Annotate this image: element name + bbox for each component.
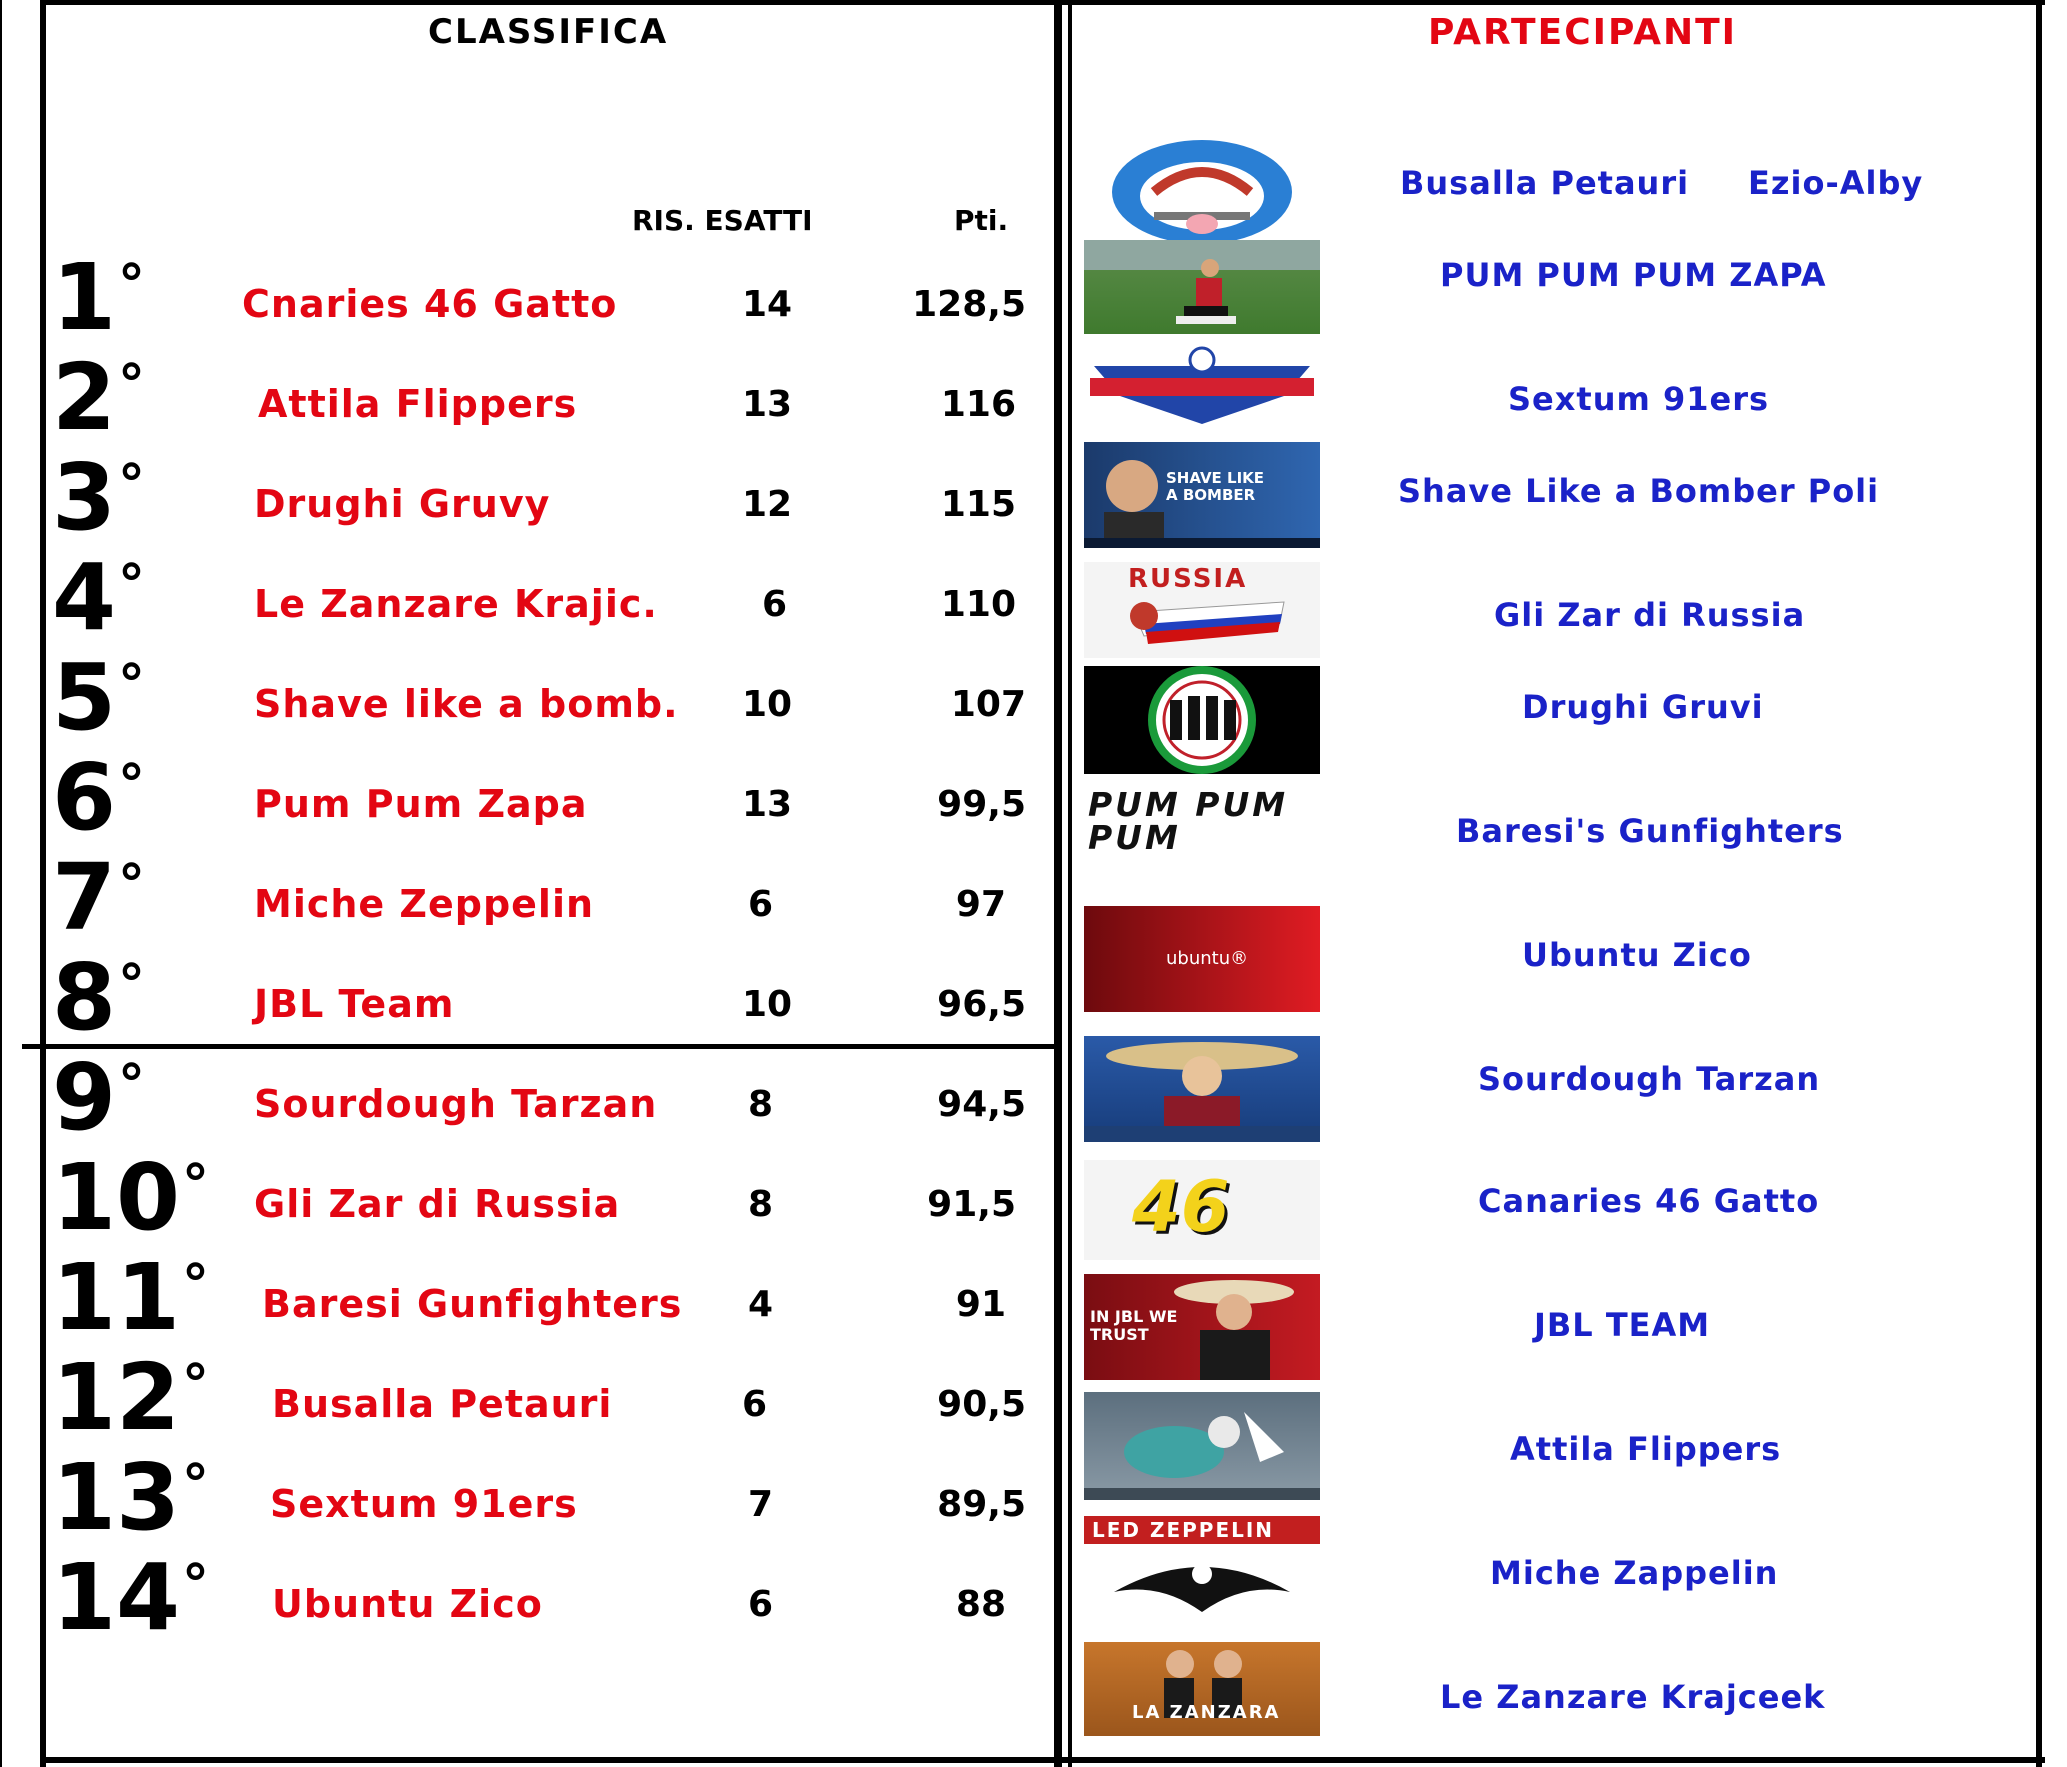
team-name: Busalla Petauri — [272, 1382, 613, 1426]
points-value: 107 — [950, 684, 1026, 725]
participant-name: Miche Zappelin — [1490, 1554, 1779, 1592]
exact-results-value: 6 — [742, 1384, 768, 1425]
participant-name: Canaries 46 Gatto — [1478, 1182, 1820, 1220]
points-value: 128,5 — [912, 284, 1026, 325]
participant-name: Shave Like a Bomber Poli — [1398, 472, 1880, 510]
cowboy-mascot-photo — [1084, 1036, 1320, 1142]
exact-results-value: 13 — [742, 384, 793, 425]
jbl-logo-text: IN JBL WE TRUST — [1090, 1307, 1178, 1344]
exact-results-value: 6 — [748, 884, 774, 925]
team-name: Cnaries 46 Gatto — [242, 282, 618, 326]
shave-like-a-bomber-logo-text: SHAVE LIKE A BOMBER — [1166, 469, 1265, 504]
team-name: Miche Zeppelin — [254, 882, 595, 926]
points-value: 99,5 — [937, 784, 1026, 825]
bottom-border — [40, 1757, 2045, 1763]
points-value: 116 — [940, 384, 1016, 425]
rank-position: 3° — [52, 444, 146, 551]
exact-results-value: 7 — [748, 1484, 774, 1525]
points-header: Pti. — [954, 204, 1009, 237]
exact-results-value: 13 — [742, 784, 793, 825]
participant-name: Ubuntu Zico — [1522, 936, 1752, 974]
participant-name: Busalla Petauri — [1400, 164, 1690, 202]
standings-row — [0, 244, 1060, 352]
ubuntu-logo — [1084, 906, 1320, 1012]
right-outer-border — [2036, 0, 2042, 1767]
dolphin-mascot-photo — [1084, 1392, 1320, 1500]
number-46-motorbike-logo — [1084, 1160, 1320, 1260]
drughi-circle-logo — [1084, 666, 1320, 774]
exact-results-value: 4 — [748, 1284, 774, 1325]
ubuntu-logo-text: ubuntu® — [1166, 948, 1249, 969]
points-value: 88 — [955, 1584, 1006, 1625]
points-value: 89,5 — [937, 1484, 1026, 1525]
exact-results-value: 10 — [742, 984, 793, 1025]
standings-row — [0, 844, 1060, 952]
participant-name: Drughi Gruvi — [1522, 688, 1764, 726]
led-zeppelin-logo — [1084, 1512, 1320, 1622]
participant-name: Gli Zar di Russia — [1494, 596, 1806, 634]
team-name: Shave like a bomb. — [254, 682, 679, 726]
points-value: 96,5 — [937, 984, 1026, 1025]
participant-name: JBL TEAM — [1534, 1306, 1711, 1344]
points-value: 90,5 — [937, 1384, 1026, 1425]
exact-results-value: 8 — [748, 1084, 774, 1125]
rank-position: 7° — [52, 844, 146, 951]
standings-row — [0, 744, 1060, 852]
standings-row — [0, 544, 1060, 652]
standings-row — [0, 1344, 1060, 1452]
team-name: Gli Zar di Russia — [254, 1182, 621, 1226]
points-value: 110 — [940, 584, 1016, 625]
number-46-logo-text: 46 — [1132, 1166, 1230, 1248]
standings-row — [0, 1144, 1060, 1252]
partecipanti-title: PARTECIPANTI — [1428, 12, 1738, 53]
participant-name: Le Zanzare Krajceek — [1440, 1678, 1826, 1716]
rank-position: 2° — [52, 344, 146, 451]
exact-results-value: 14 — [742, 284, 793, 325]
points-value: 115 — [940, 484, 1016, 525]
team-name: Sourdough Tarzan — [254, 1082, 658, 1126]
football-helmet-icon — [1084, 132, 1320, 240]
soccer-player-photo — [1084, 240, 1320, 334]
rank-position: 10° — [52, 1144, 210, 1251]
team-name: Attila Flippers — [258, 382, 578, 426]
shave-like-a-bomber-ad — [1084, 442, 1320, 548]
standings-row — [0, 1244, 1060, 1352]
rank-position: 1° — [52, 244, 146, 351]
rank-position: 11° — [52, 1244, 210, 1351]
participant-name: Baresi's Gunfighters — [1456, 812, 1844, 850]
points-value: 94,5 — [937, 1084, 1026, 1125]
team-name: Le Zanzare Krajic. — [254, 582, 658, 626]
russia-logo-text: RUSSIA — [1128, 564, 1248, 594]
in-jbl-we-trust-photo — [1084, 1274, 1320, 1380]
team-name: Ubuntu Zico — [272, 1582, 543, 1626]
exact-results-value: 12 — [742, 484, 793, 525]
points-value: 91,5 — [927, 1184, 1016, 1225]
team-name: Drughi Gruvy — [254, 482, 551, 526]
standings-row — [0, 644, 1060, 752]
points-value: 91 — [955, 1284, 1006, 1325]
points-value: 97 — [955, 884, 1006, 925]
right-inner-border — [1068, 0, 1072, 1767]
standings-row — [0, 1444, 1060, 1552]
standings-row — [0, 344, 1060, 452]
rank-position: 14° — [52, 1544, 210, 1651]
standings-row — [0, 1544, 1060, 1652]
participant-secondary-name: Ezio-Alby — [1748, 164, 1924, 202]
classifica-title: CLASSIFICA — [428, 12, 669, 52]
team-name: Pum Pum Zapa — [254, 782, 588, 826]
exact-results-value: 6 — [762, 584, 788, 625]
rank-position: 9° — [52, 1044, 146, 1151]
standings-row — [0, 944, 1060, 1052]
rank-position: 12° — [52, 1344, 210, 1451]
team-name: JBL Team — [254, 982, 455, 1026]
la-zanzara-logo-text: LA ZANZARA — [1132, 1702, 1281, 1723]
exact-results-header: RIS. ESATTI — [632, 204, 813, 237]
rank-position: 13° — [52, 1444, 210, 1551]
rank-position: 5° — [52, 644, 146, 751]
rank-position: 6° — [52, 744, 146, 851]
exact-results-value: 8 — [748, 1184, 774, 1225]
team-name: Baresi Gunfighters — [262, 1282, 683, 1326]
rank-position: 4° — [52, 544, 146, 651]
participant-name: Attila Flippers — [1510, 1430, 1782, 1468]
giovanile-sextum-badge — [1084, 346, 1320, 426]
exact-results-value: 10 — [742, 684, 793, 725]
led-zeppelin-logo-text: LED ZEPPELIN — [1092, 1518, 1275, 1542]
russia-cartoon-logo — [1084, 562, 1320, 658]
la-zanzara-photo — [1084, 1642, 1320, 1736]
standings-row — [0, 1044, 1060, 1152]
participant-name: PUM PUM PUM ZAPA — [1440, 256, 1827, 294]
participant-name: Sextum 91ers — [1508, 380, 1770, 418]
top-border — [40, 0, 2045, 5]
pum-pum-pum-logo — [1084, 786, 1320, 892]
rank-position: 8° — [52, 944, 146, 1051]
exact-results-value: 6 — [748, 1584, 774, 1625]
pum-pum-pum-logo-text: PUM PUM PUM — [1088, 786, 1289, 857]
team-name: Sextum 91ers — [270, 1482, 578, 1526]
participant-name: Sourdough Tarzan — [1478, 1060, 1821, 1098]
standings-row — [0, 444, 1060, 552]
